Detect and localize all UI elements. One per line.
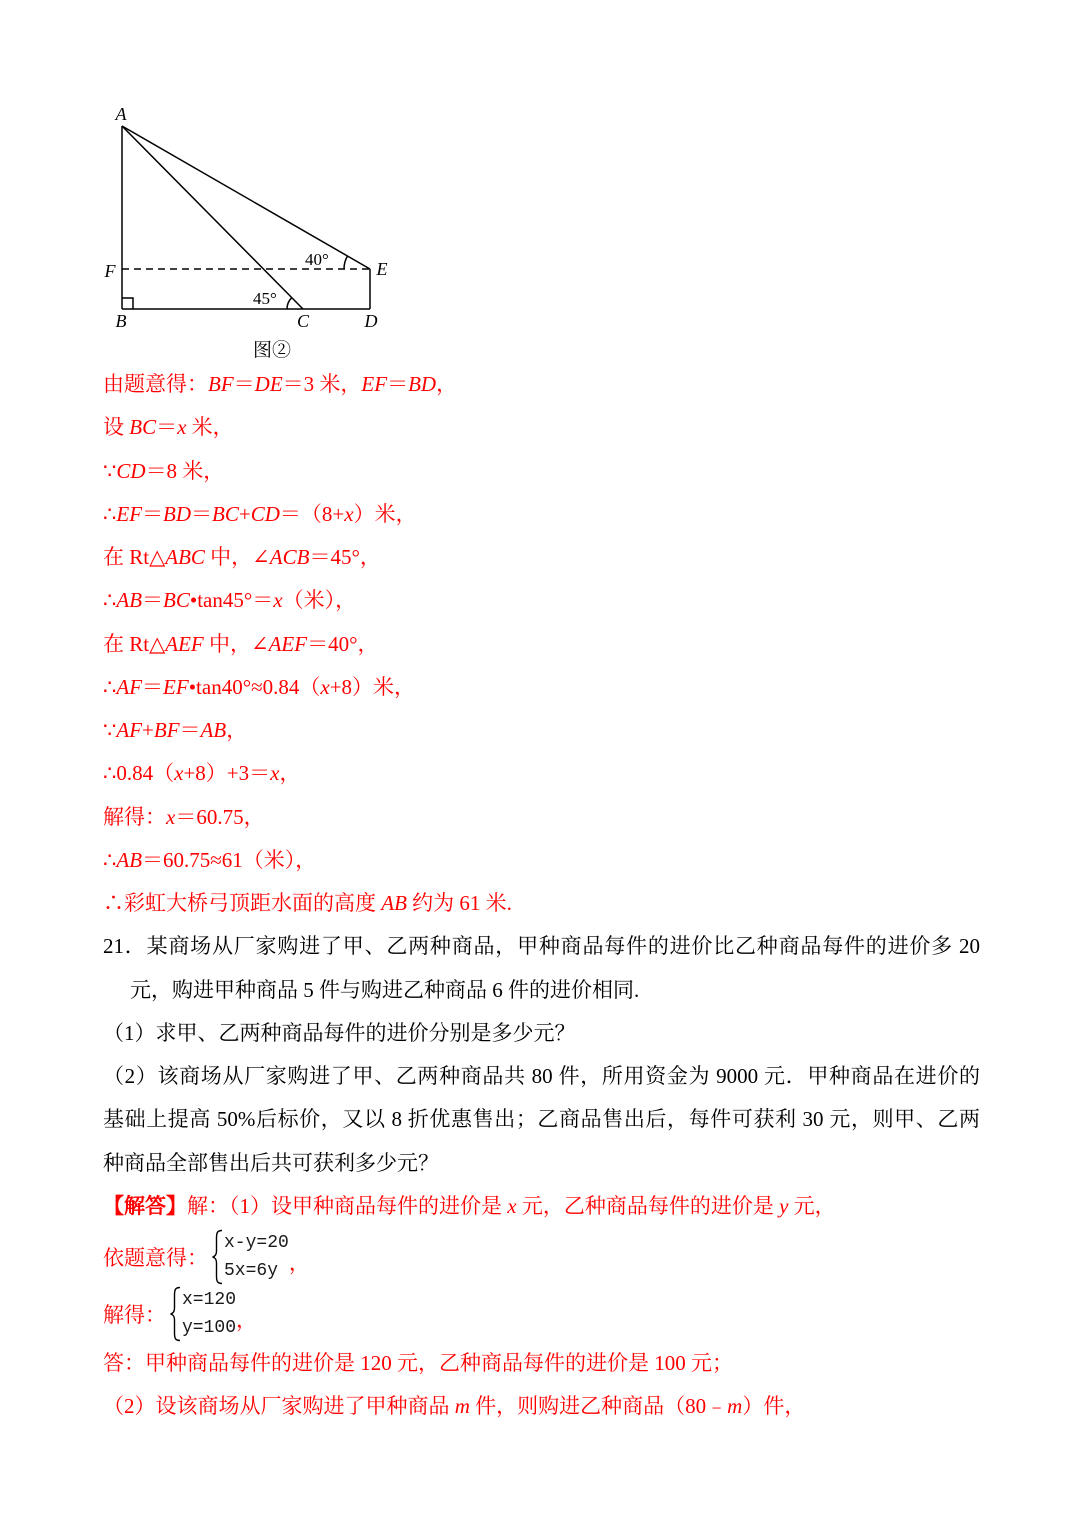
math-variable: x xyxy=(270,761,280,786)
answer-part-2-setup xyxy=(103,1385,980,1428)
text-run: 由题意得： xyxy=(103,372,208,396)
solution-line xyxy=(103,450,980,493)
question-21-part-2-end xyxy=(103,1142,980,1185)
text-run: ∴0.84（ xyxy=(103,761,175,786)
equation-stack xyxy=(224,1229,289,1285)
equation: y=100 xyxy=(182,1317,237,1338)
math-variable: m xyxy=(454,1394,470,1419)
text-run: （2）设该商场从厂家购进了甲种商品 xyxy=(103,1394,455,1419)
text-run: ＝60.75≈61（米）， xyxy=(142,847,317,872)
text-run: 中，∠ xyxy=(203,631,269,656)
text-run: （1）求甲、乙两种商品每件的进价分别是多少元？ xyxy=(103,1020,576,1045)
solution-line xyxy=(103,406,980,449)
text-run: ∴彩虹大桥弓顶距水面的高度 xyxy=(103,891,382,915)
solution-line xyxy=(103,536,980,579)
answer-tag: 【解答】 xyxy=(103,1193,187,1218)
equation-stack xyxy=(182,1286,236,1342)
text-run: ， xyxy=(436,372,458,396)
text-run: 约为 61 米. xyxy=(406,891,512,915)
text-run: 解得： xyxy=(103,804,166,829)
text-run: ， xyxy=(279,761,301,786)
equation-label: 依题意得： xyxy=(103,1245,208,1270)
text-run: ＝ xyxy=(142,501,164,526)
math-variable: EF xyxy=(116,501,143,526)
text-run: ＝3 米， xyxy=(282,372,362,396)
solution-conclusion xyxy=(103,882,980,925)
text-run: •tan45°＝ xyxy=(189,588,274,613)
math-variable: EF xyxy=(361,372,388,396)
math-variable: BF xyxy=(153,718,180,742)
question-21-part-1 xyxy=(103,1012,980,1055)
solution-line xyxy=(103,579,980,622)
math-variable: DE xyxy=(254,372,283,396)
math-variable: AF xyxy=(116,718,143,742)
question-21-stem-continued xyxy=(103,969,980,1012)
text-run: ＝（8+ xyxy=(279,501,345,526)
math-variable: AB xyxy=(116,847,143,872)
point-label-B: B xyxy=(115,311,127,331)
text-run: ∴ xyxy=(103,588,117,613)
solution-line xyxy=(103,709,980,752)
point-label-D: D xyxy=(364,311,378,331)
solution-line xyxy=(103,839,980,882)
text-run: 元， xyxy=(788,1193,836,1218)
angle-label-C: 45° xyxy=(253,289,277,308)
segment-AC xyxy=(122,126,303,309)
text-run: ∵ xyxy=(103,458,117,483)
point-label-E: E xyxy=(376,259,388,279)
text-run: ＝ xyxy=(142,588,164,613)
figure-caption: 图② xyxy=(252,340,292,361)
equation-label: 解得： xyxy=(103,1302,166,1327)
question-21-stem xyxy=(103,925,980,968)
text-run: + xyxy=(238,501,251,526)
text-run: 答：甲种商品每件的进价是 120 元，乙种商品每件的进价是 100 元； xyxy=(103,1351,733,1375)
text-run: （米）， xyxy=(282,588,357,613)
text-body xyxy=(103,363,980,1429)
text-run: （2）该商场从厂家购进了甲、乙两种商品共 80 件，所用资金为 9000 元．甲种商品在进价的 xyxy=(103,1064,980,1088)
text-run: ∵ xyxy=(103,718,117,742)
text-run: ∴ xyxy=(103,674,117,699)
text-run: 在 Rt△ xyxy=(103,631,166,656)
math-variable: ABC xyxy=(165,545,205,569)
text-run: + xyxy=(142,718,154,742)
text-run: ）件， xyxy=(742,1394,806,1419)
text-run: 元，乙种商品每件的进价是 xyxy=(516,1193,780,1218)
point-label-A: A xyxy=(115,104,127,124)
math-variable: BC xyxy=(163,588,190,613)
solution-line xyxy=(103,623,980,666)
math-variable: BD xyxy=(408,372,437,396)
equation-tail: ， xyxy=(236,1307,258,1332)
math-variable: EF xyxy=(163,674,189,699)
equation: x-y=20 xyxy=(224,1232,289,1253)
equation: 5x=6y xyxy=(224,1260,279,1281)
math-variable: AF xyxy=(116,674,143,699)
equation-system-given xyxy=(103,1228,980,1285)
math-variable: x xyxy=(320,674,330,699)
text-run: ＝60.75， xyxy=(175,804,265,829)
question-21-part-2-continued xyxy=(103,1098,980,1141)
text-run: ＝ xyxy=(142,674,164,699)
text-run: 米， xyxy=(186,415,234,440)
solution-line xyxy=(103,752,980,795)
text-run: 21．某商场从厂家购进了甲、乙两种商品，甲种商品每件的进价比乙种商品每件的进价多 20 xyxy=(103,934,980,959)
left-brace-icon xyxy=(211,1229,223,1285)
text-run: ＝ xyxy=(387,372,409,396)
text-run: ＝ xyxy=(179,718,201,742)
math-variable: BF xyxy=(208,372,234,396)
text-run: ＝8 米， xyxy=(145,458,225,483)
text-run: +8）+3＝ xyxy=(183,761,271,786)
solution-line xyxy=(103,666,980,709)
answer-part-1-conclusion xyxy=(103,1342,980,1385)
text-run: 解：（1）设甲种商品每件的进价是 xyxy=(187,1193,508,1218)
point-label-F: F xyxy=(104,261,116,281)
angle-arc-C xyxy=(287,298,292,309)
text-run: ＝40°， xyxy=(307,631,379,656)
text-run: ， xyxy=(226,718,248,742)
figure-2-diagram xyxy=(0,0,420,370)
solution-line xyxy=(103,796,980,839)
answer-intro xyxy=(103,1185,980,1228)
segment-AE xyxy=(122,126,370,269)
text-run: 基础上提高 50%后标价，又以 8 折优惠售出；乙商品售出后，每件可获利 30 元，则甲、乙两 xyxy=(103,1107,980,1132)
math-variable: ACB xyxy=(269,545,310,569)
text-run: +8）米， xyxy=(329,674,416,699)
point-label-C: C xyxy=(296,311,310,331)
math-variable: x xyxy=(273,588,283,613)
math-variable: AB xyxy=(116,588,143,613)
math-variable: BC xyxy=(129,415,157,440)
text-run: 件，则购进乙种商品（80﹣ xyxy=(469,1394,728,1419)
math-variable: x xyxy=(177,415,187,440)
solution-line xyxy=(103,493,980,536)
text-run: ）米， xyxy=(353,501,417,526)
math-variable: AEF xyxy=(268,631,308,656)
math-variable: m xyxy=(727,1394,743,1419)
text-run: 设 xyxy=(103,415,130,440)
math-variable: CD xyxy=(250,501,280,526)
equation-tail: ， xyxy=(288,1250,310,1275)
text-run: 在 Rt△ xyxy=(103,545,166,569)
math-variable: AB xyxy=(381,891,407,915)
equation-system-solution xyxy=(103,1285,980,1342)
equation: x=120 xyxy=(182,1289,237,1310)
text-run: 元，购进甲种商品 5 件与购进乙种商品 6 件的进价相同. xyxy=(130,977,640,1002)
solution-line xyxy=(103,363,980,406)
angle-label-E: 40° xyxy=(305,250,329,269)
text-run: ＝45°， xyxy=(309,545,381,569)
math-variable: CD xyxy=(116,458,146,483)
math-variable: y xyxy=(779,1193,789,1218)
math-variable: AEF xyxy=(165,631,204,656)
text-run: ＝ xyxy=(156,415,178,440)
math-variable: AB xyxy=(200,718,227,742)
text-run: 中，∠ xyxy=(204,545,270,569)
math-variable: x xyxy=(507,1193,517,1218)
text-run: •tan40°≈0.84（ xyxy=(188,674,321,699)
left-brace-icon xyxy=(169,1286,181,1342)
math-variable: x xyxy=(174,761,184,786)
math-variable: BD xyxy=(163,501,192,526)
math-variable: x xyxy=(166,804,176,829)
text-run: 种商品全部售出后共可获利多少元？ xyxy=(103,1150,439,1175)
math-variable: x xyxy=(344,501,354,526)
text-run: ＝ xyxy=(233,372,255,396)
text-run: ∴ xyxy=(103,501,117,526)
question-21-part-2 xyxy=(103,1055,980,1098)
angle-arc-E xyxy=(344,256,348,269)
text-run: ＝ xyxy=(191,501,213,526)
math-variable: BC xyxy=(212,501,239,526)
right-angle-marker-icon xyxy=(122,298,133,309)
text-run: ∴ xyxy=(103,847,117,872)
